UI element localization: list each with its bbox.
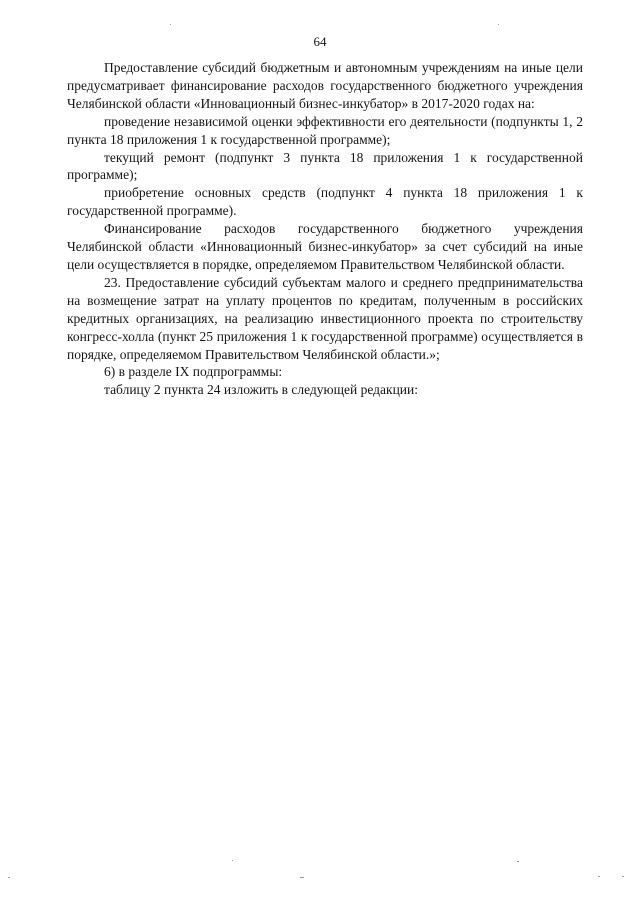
paragraph-fixed-assets: приобретение основных средств (подпункт 4 пункта 18 приложения 1 к государственной программе). (67, 185, 583, 219)
scan-speck (300, 877, 304, 878)
paragraph-independent-assessment: проведение независимой оценки эффективности его деятельности (подпункты 1, 2 пункта 18 приложения 1 к государственной программе); (67, 113, 583, 147)
scan-speck (232, 860, 233, 861)
scan-speck (170, 24, 171, 25)
paragraph-section-ix: 6) в разделе IX подпрограммы: (104, 364, 283, 380)
paragraph-current-repair: текущий ремонт (подпункт 3 пункта 18 приложения 1 к государственной программе); (67, 149, 583, 183)
scan-speck (598, 876, 600, 877)
page-number: 64 (313, 34, 327, 49)
scan-speck (498, 24, 499, 25)
paragraph-item-23: 23. Предоставление субсидий субъектам малого и среднего предпринимательства на возмещение затрат на уплату процентов по кредитам, полученным в российских кредитных организациях, на реализацию инвестиционного проекта по строительству конгресс-холла (пункт 25 приложения 1 к государственной программе) осуществляется в порядке, определяемом Правительством Челябинской области.»; (67, 274, 583, 362)
scan-speck (8, 877, 10, 878)
scan-speck (517, 861, 519, 862)
paragraph-table-2: таблицу 2 пункта 24 изложить в следующей редакции: (104, 382, 418, 398)
paragraph-financing-procedure: Финансирование расходов государственного бюджетного учреждения Челябинской области «Инновационный бизнес-инкубатор» за счет субсидий на иные цели осуществляется в порядке, определяемом Правительством Челябинской области. (67, 221, 583, 272)
document-body (67, 59, 583, 399)
scan-speck (622, 876, 624, 877)
paragraph-subsidies-intro: Предоставление субсидий бюджетным и автономным учреждениям на иные цели предусматривает финансирование расходов государственного бюджетного учреждения Челябинской области «Инновационный бизнес-инкубатор» в 2017-2020 годах на: (67, 60, 583, 111)
